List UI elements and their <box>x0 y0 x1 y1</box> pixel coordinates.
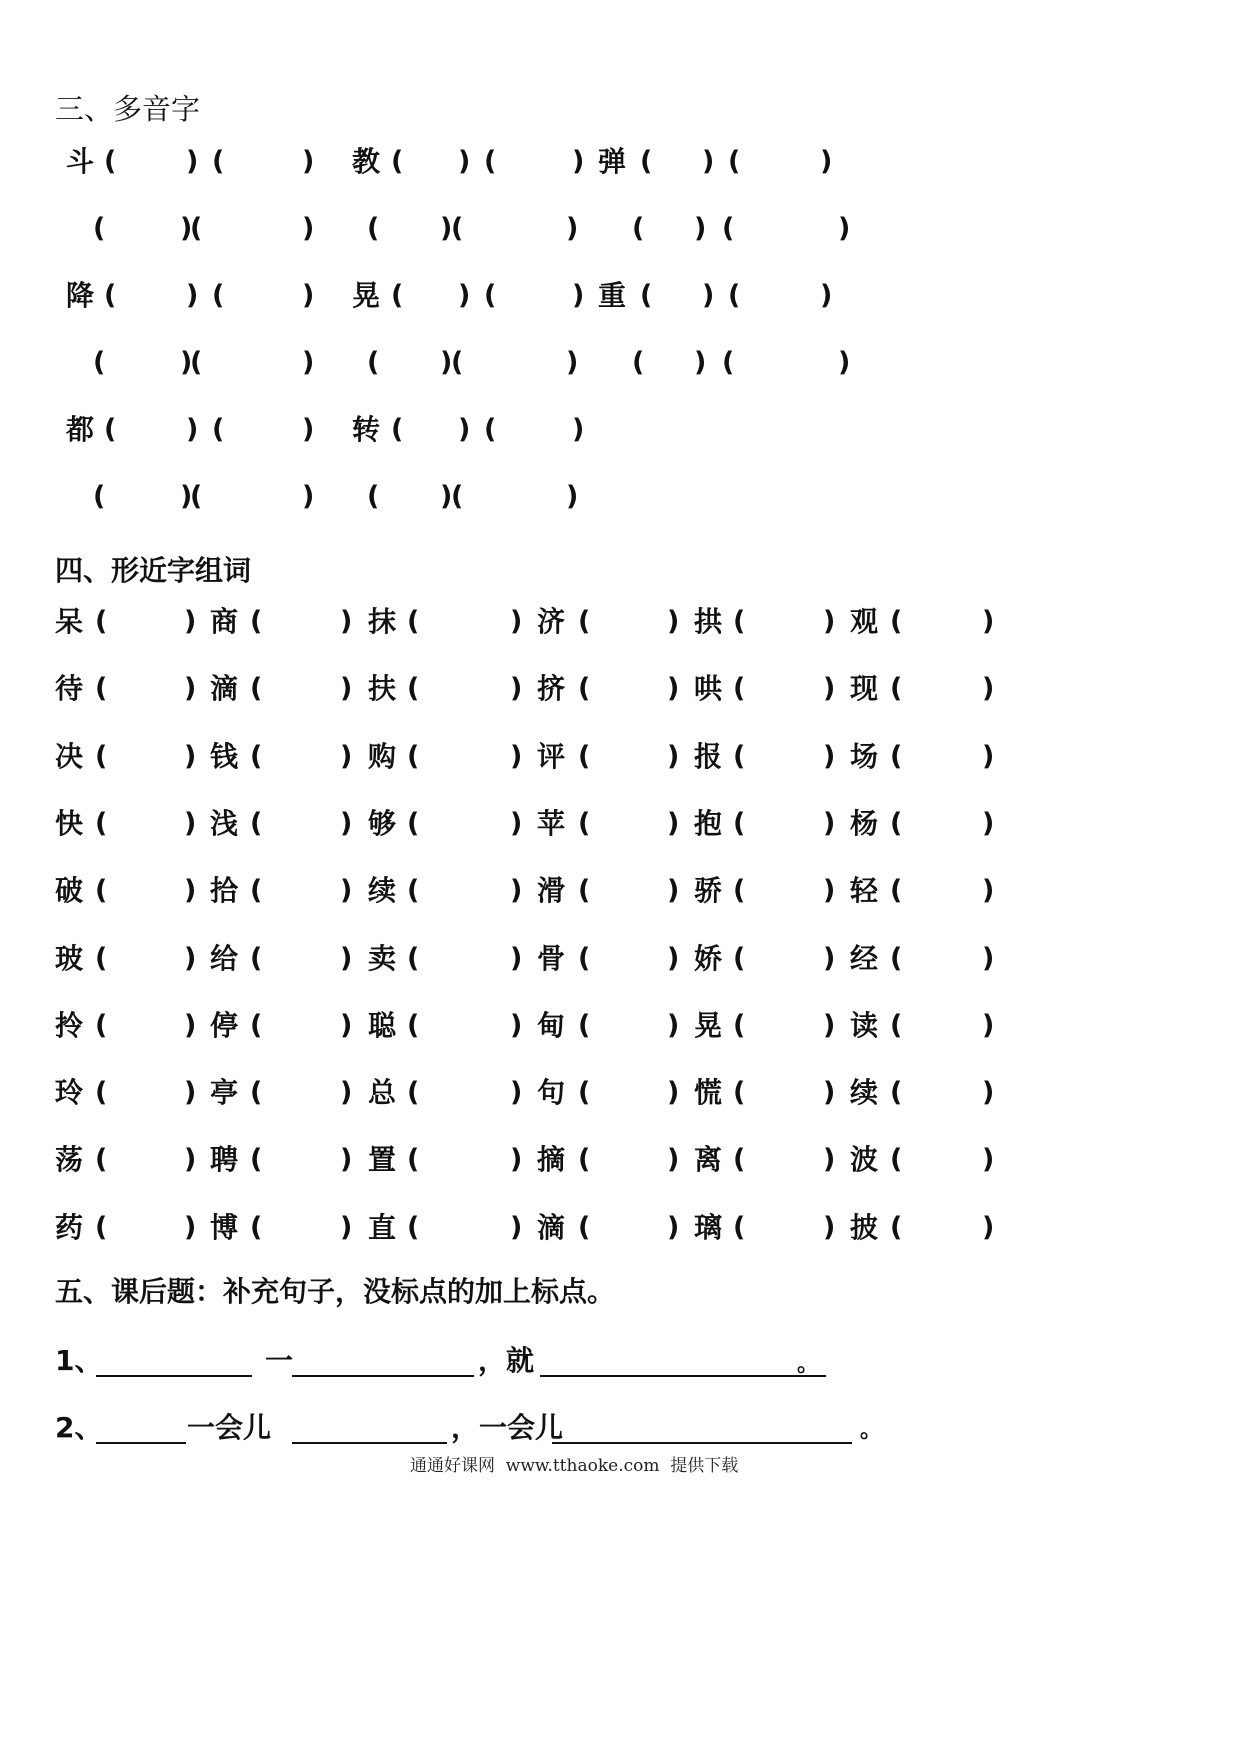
answer-paren-close[interactable]: ) <box>184 606 197 637</box>
answer-paren-open[interactable]: ( <box>104 414 117 445</box>
answer-paren-open[interactable]: ( <box>484 414 497 445</box>
answer-paren-open[interactable]: ( <box>407 1144 420 1175</box>
answer-paren-open[interactable]: ( <box>733 1077 746 1108</box>
answer-paren-close[interactable]: ) <box>340 875 353 906</box>
answer-paren-close[interactable]: ) <box>667 673 680 704</box>
grid-char: 浅 <box>210 807 239 840</box>
grid-char: 续 <box>850 1076 879 1109</box>
grid-char: 置 <box>368 1143 397 1176</box>
answer-paren-open[interactable]: ( <box>95 741 108 772</box>
sentence-2-blank-2[interactable] <box>292 1442 447 1444</box>
answer-paren-close[interactable]: ) <box>340 808 353 839</box>
answer-paren-close[interactable]: ) <box>184 673 197 704</box>
answer-paren-open[interactable]: ( <box>250 606 263 637</box>
answer-paren-open[interactable]: ( <box>578 1212 591 1243</box>
answer-paren-close[interactable]: ) <box>340 673 353 704</box>
answer-paren-open[interactable]: ( <box>890 875 903 906</box>
answer-paren-close[interactable]: ) <box>302 213 315 244</box>
answer-paren-open[interactable]: ( <box>367 347 380 378</box>
grid-char: 哄 <box>694 672 723 705</box>
grid-char: 报 <box>694 740 723 773</box>
grid-char: 慌 <box>694 1076 723 1109</box>
answer-paren-open[interactable]: ( <box>578 741 591 772</box>
answer-paren-close[interactable]: ) <box>302 347 315 378</box>
answer-paren-open[interactable]: ( <box>451 213 464 244</box>
answer-paren-close[interactable]: ) <box>566 213 579 244</box>
grid-char: 离 <box>694 1143 723 1176</box>
grid-char: 博 <box>210 1211 239 1244</box>
answer-paren-open[interactable]: ( <box>733 741 746 772</box>
answer-paren-open[interactable]: ( <box>367 213 380 244</box>
answer-paren-close[interactable]: ) <box>510 606 523 637</box>
grid-char: 决 <box>55 740 84 773</box>
grid-char: 读 <box>850 1009 879 1042</box>
sentence-2-number: 2、 <box>55 1411 103 1444</box>
answer-paren-close[interactable]: ) <box>823 1212 836 1243</box>
answer-paren-open[interactable]: ( <box>190 213 203 244</box>
answer-paren-open[interactable]: ( <box>890 606 903 637</box>
answer-paren-open[interactable]: ( <box>407 673 420 704</box>
answer-paren-close[interactable]: ) <box>510 1077 523 1108</box>
grid-char: 扶 <box>368 672 397 705</box>
answer-paren-open[interactable]: ( <box>407 1010 420 1041</box>
answer-paren-open[interactable]: ( <box>451 481 464 512</box>
answer-paren-close[interactable]: ) <box>510 673 523 704</box>
answer-paren-close[interactable]: ) <box>458 146 471 177</box>
sentence-1-end: 。 <box>797 1352 820 1377</box>
answer-paren-close[interactable]: ) <box>572 146 585 177</box>
answer-paren-open[interactable]: ( <box>95 673 108 704</box>
answer-paren-open[interactable]: ( <box>890 1144 903 1175</box>
answer-paren-close[interactable]: ) <box>667 1010 680 1041</box>
answer-paren-close[interactable]: ) <box>838 347 851 378</box>
grid-char: 直 <box>368 1211 397 1244</box>
section-title-sentences: 五、课后题：补充句子，没标点的加上标点。 <box>55 1275 616 1308</box>
answer-paren-close[interactable]: ) <box>823 673 836 704</box>
grid-char: 摘 <box>537 1143 566 1176</box>
sentence-2-end: 。 <box>860 1418 883 1443</box>
answer-paren-close[interactable]: ) <box>823 741 836 772</box>
answer-paren-open[interactable]: ( <box>93 481 106 512</box>
answer-paren-close[interactable]: ) <box>510 1144 523 1175</box>
grid-char: 句 <box>537 1076 566 1109</box>
answer-paren-open[interactable]: ( <box>407 1077 420 1108</box>
answer-paren-open[interactable]: ( <box>95 943 108 974</box>
grid-char: 杨 <box>850 807 879 840</box>
grid-char: 续 <box>368 874 397 907</box>
answer-paren-open[interactable]: ( <box>578 1144 591 1175</box>
answer-paren-close[interactable]: ) <box>184 1010 197 1041</box>
answer-paren-close[interactable]: ) <box>340 741 353 772</box>
answer-paren-open[interactable]: ( <box>890 1212 903 1243</box>
answer-paren-close[interactable]: ) <box>180 347 193 378</box>
grid-char: 苹 <box>537 807 566 840</box>
grid-char: 晃 <box>694 1009 723 1042</box>
grid-char: 骨 <box>537 942 566 975</box>
answer-paren-close[interactable]: ) <box>340 1010 353 1041</box>
grid-char: 波 <box>850 1143 879 1176</box>
answer-paren-open[interactable]: ( <box>733 875 746 906</box>
answer-paren-close[interactable]: ) <box>982 1010 995 1041</box>
answer-paren-open[interactable]: ( <box>212 280 225 311</box>
answer-paren-close[interactable]: ) <box>184 1212 197 1243</box>
answer-paren-open[interactable]: ( <box>250 1010 263 1041</box>
answer-paren-open[interactable]: ( <box>632 213 645 244</box>
answer-paren-close[interactable]: ) <box>823 1010 836 1041</box>
grid-char: 破 <box>55 874 84 907</box>
answer-paren-open[interactable]: ( <box>728 280 741 311</box>
answer-paren-open[interactable]: ( <box>391 146 404 177</box>
answer-paren-open[interactable]: ( <box>640 280 653 311</box>
answer-paren-close[interactable]: ) <box>302 414 315 445</box>
answer-paren-open[interactable]: ( <box>578 808 591 839</box>
grid-char: 轻 <box>850 874 879 907</box>
grid-char: 滴 <box>210 672 239 705</box>
answer-paren-close[interactable]: ) <box>667 943 680 974</box>
answer-paren-close[interactable]: ) <box>667 1077 680 1108</box>
answer-paren-open[interactable]: ( <box>407 1212 420 1243</box>
sentence-2-blank-1[interactable] <box>96 1442 186 1444</box>
answer-paren-open[interactable]: ( <box>250 673 263 704</box>
answer-paren-open[interactable]: ( <box>212 146 225 177</box>
grid-char: 拾 <box>210 874 239 907</box>
answer-paren-close[interactable]: ) <box>982 673 995 704</box>
answer-paren-close[interactable]: ) <box>694 213 707 244</box>
answer-paren-close[interactable]: ) <box>823 943 836 974</box>
answer-paren-open[interactable]: ( <box>407 943 420 974</box>
answer-paren-open[interactable]: ( <box>190 481 203 512</box>
answer-paren-open[interactable]: ( <box>890 808 903 839</box>
grid-char: 滴 <box>537 1211 566 1244</box>
answer-paren-close[interactable]: ) <box>823 808 836 839</box>
answer-paren-open[interactable]: ( <box>733 1212 746 1243</box>
answer-paren-open[interactable]: ( <box>578 943 591 974</box>
answer-paren-close[interactable]: ) <box>510 1010 523 1041</box>
answer-paren-close[interactable]: ) <box>667 875 680 906</box>
answer-paren-open[interactable]: ( <box>250 1144 263 1175</box>
grid-char: 商 <box>210 605 239 638</box>
answer-paren-close[interactable]: ) <box>440 347 453 378</box>
grid-char: 聪 <box>368 1009 397 1042</box>
answer-paren-close[interactable]: ) <box>694 347 707 378</box>
answer-paren-open[interactable]: ( <box>104 280 117 311</box>
answer-paren-open[interactable]: ( <box>407 606 420 637</box>
polyphone-char: 转 <box>352 413 381 446</box>
answer-paren-close[interactable]: ) <box>982 1144 995 1175</box>
answer-paren-close[interactable]: ) <box>184 741 197 772</box>
grid-char: 挤 <box>537 672 566 705</box>
grid-char: 亭 <box>210 1076 239 1109</box>
answer-paren-open[interactable]: ( <box>733 1010 746 1041</box>
grid-char: 钱 <box>210 740 239 773</box>
answer-paren-close[interactable]: ) <box>180 213 193 244</box>
answer-paren-open[interactable]: ( <box>728 146 741 177</box>
answer-paren-close[interactable]: ) <box>820 146 833 177</box>
answer-paren-open[interactable]: ( <box>391 280 404 311</box>
answer-paren-open[interactable]: ( <box>578 1010 591 1041</box>
answer-paren-open[interactable]: ( <box>367 481 380 512</box>
answer-paren-close[interactable]: ) <box>702 146 715 177</box>
answer-paren-close[interactable]: ) <box>667 1144 680 1175</box>
answer-paren-close[interactable]: ) <box>982 606 995 637</box>
sentence-1-number: 1、 <box>55 1344 103 1377</box>
answer-paren-close[interactable]: ) <box>823 1077 836 1108</box>
grid-char: 玻 <box>55 942 84 975</box>
sentence-2-word: 一会儿 <box>187 1411 272 1444</box>
answer-paren-open[interactable]: ( <box>733 673 746 704</box>
answer-paren-close[interactable]: ) <box>186 280 199 311</box>
answer-paren-open[interactable]: ( <box>95 1144 108 1175</box>
grid-char: 药 <box>55 1211 84 1244</box>
grid-char: 总 <box>368 1076 397 1109</box>
answer-paren-close[interactable]: ) <box>667 1212 680 1243</box>
answer-paren-close[interactable]: ) <box>667 808 680 839</box>
answer-paren-open[interactable]: ( <box>733 1144 746 1175</box>
answer-paren-close[interactable]: ) <box>572 280 585 311</box>
answer-paren-open[interactable]: ( <box>250 943 263 974</box>
answer-paren-open[interactable]: ( <box>250 741 263 772</box>
grid-char: 够 <box>368 807 397 840</box>
answer-paren-close[interactable]: ) <box>186 414 199 445</box>
grid-char: 滑 <box>537 874 566 907</box>
polyphone-char: 都 <box>66 413 95 446</box>
answer-paren-open[interactable]: ( <box>104 146 117 177</box>
answer-paren-close[interactable]: ) <box>184 1077 197 1108</box>
grid-char: 快 <box>55 807 84 840</box>
answer-paren-open[interactable]: ( <box>578 1077 591 1108</box>
answer-paren-close[interactable]: ) <box>820 280 833 311</box>
answer-paren-open[interactable]: ( <box>632 347 645 378</box>
answer-paren-open[interactable]: ( <box>95 875 108 906</box>
polyphone-char: 斗 <box>66 145 95 178</box>
grid-char: 经 <box>850 942 879 975</box>
answer-paren-open[interactable]: ( <box>722 213 735 244</box>
answer-paren-open[interactable]: ( <box>95 808 108 839</box>
answer-paren-open[interactable]: ( <box>250 875 263 906</box>
answer-paren-open[interactable]: ( <box>578 606 591 637</box>
answer-paren-open[interactable]: ( <box>95 1077 108 1108</box>
answer-paren-open[interactable]: ( <box>733 606 746 637</box>
answer-paren-close[interactable]: ) <box>184 1144 197 1175</box>
answer-paren-open[interactable]: ( <box>407 741 420 772</box>
answer-paren-close[interactable]: ) <box>823 875 836 906</box>
page-footer: 通通好课网 www.tthaoke.com 提供下载 <box>410 1456 739 1476</box>
answer-paren-open[interactable]: ( <box>722 347 735 378</box>
grid-char: 呆 <box>55 605 84 638</box>
answer-paren-close[interactable]: ) <box>838 213 851 244</box>
answer-paren-open[interactable]: ( <box>93 213 106 244</box>
answer-paren-close[interactable]: ) <box>667 741 680 772</box>
answer-paren-open[interactable]: ( <box>578 673 591 704</box>
answer-paren-close[interactable]: ) <box>458 280 471 311</box>
answer-paren-close[interactable]: ) <box>340 606 353 637</box>
answer-paren-close[interactable]: ) <box>982 943 995 974</box>
answer-paren-open[interactable]: ( <box>640 146 653 177</box>
grid-char: 观 <box>850 605 879 638</box>
answer-paren-open[interactable]: ( <box>95 1212 108 1243</box>
grid-char: 甸 <box>537 1009 566 1042</box>
answer-paren-close[interactable]: ) <box>572 414 585 445</box>
answer-paren-close[interactable]: ) <box>510 875 523 906</box>
answer-paren-open[interactable]: ( <box>95 1010 108 1041</box>
section-title-polyphone: 三、多音字 <box>55 92 201 126</box>
grid-char: 荡 <box>55 1143 84 1176</box>
answer-paren-open[interactable]: ( <box>250 1077 263 1108</box>
answer-paren-open[interactable]: ( <box>733 808 746 839</box>
answer-paren-close[interactable]: ) <box>982 808 995 839</box>
answer-paren-close[interactable]: ) <box>340 1077 353 1108</box>
answer-paren-close[interactable]: ) <box>566 347 579 378</box>
grid-char: 披 <box>850 1211 879 1244</box>
answer-paren-close[interactable]: ) <box>440 481 453 512</box>
polyphone-char: 晃 <box>352 279 381 312</box>
answer-paren-open[interactable]: ( <box>407 808 420 839</box>
grid-char: 抹 <box>368 605 397 638</box>
answer-paren-close[interactable]: ) <box>510 943 523 974</box>
answer-paren-close[interactable]: ) <box>458 414 471 445</box>
answer-paren-close[interactable]: ) <box>186 146 199 177</box>
answer-paren-open[interactable]: ( <box>250 1212 263 1243</box>
answer-paren-open[interactable]: ( <box>890 1010 903 1041</box>
polyphone-char: 教 <box>352 145 381 178</box>
answer-paren-close[interactable]: ) <box>982 1212 995 1243</box>
answer-paren-open[interactable]: ( <box>212 414 225 445</box>
answer-paren-open[interactable]: ( <box>93 347 106 378</box>
grid-char: 聘 <box>210 1143 239 1176</box>
grid-char: 现 <box>850 672 879 705</box>
grid-char: 评 <box>537 740 566 773</box>
answer-paren-close[interactable]: ) <box>667 606 680 637</box>
answer-paren-open[interactable]: ( <box>890 741 903 772</box>
answer-paren-close[interactable]: ) <box>702 280 715 311</box>
answer-paren-open[interactable]: ( <box>250 808 263 839</box>
answer-paren-open[interactable]: ( <box>890 943 903 974</box>
grid-char: 玲 <box>55 1076 84 1109</box>
grid-char: 济 <box>537 605 566 638</box>
answer-paren-close[interactable]: ) <box>510 808 523 839</box>
grid-char: 娇 <box>694 942 723 975</box>
grid-char: 给 <box>210 942 239 975</box>
answer-paren-close[interactable]: ) <box>823 606 836 637</box>
answer-paren-close[interactable]: ) <box>340 1144 353 1175</box>
answer-paren-open[interactable]: ( <box>190 347 203 378</box>
answer-paren-open[interactable]: ( <box>890 673 903 704</box>
answer-paren-close[interactable]: ) <box>184 875 197 906</box>
sentence-1-blank-3[interactable] <box>540 1375 826 1377</box>
answer-paren-close[interactable]: ) <box>823 1144 836 1175</box>
answer-paren-close[interactable]: ) <box>302 146 315 177</box>
answer-paren-close[interactable]: ) <box>340 943 353 974</box>
answer-paren-open[interactable]: ( <box>451 347 464 378</box>
answer-paren-open[interactable]: ( <box>95 606 108 637</box>
answer-paren-close[interactable]: ) <box>566 481 579 512</box>
grid-char: 抱 <box>694 807 723 840</box>
answer-paren-close[interactable]: ) <box>340 1212 353 1243</box>
grid-char: 停 <box>210 1009 239 1042</box>
sentence-2-blank-3[interactable] <box>552 1442 852 1444</box>
answer-paren-close[interactable]: ) <box>184 943 197 974</box>
grid-char: 骄 <box>694 874 723 907</box>
answer-paren-close[interactable]: ) <box>510 741 523 772</box>
sentence-1-blank-2[interactable] <box>292 1375 474 1377</box>
polyphone-char: 重 <box>598 279 627 312</box>
sentence-1-word: 一 <box>265 1344 294 1377</box>
grid-char: 待 <box>55 672 84 705</box>
sentence-1-blank-1[interactable] <box>96 1375 252 1377</box>
answer-paren-open[interactable]: ( <box>484 280 497 311</box>
answer-paren-open[interactable]: ( <box>391 414 404 445</box>
answer-paren-open[interactable]: ( <box>484 146 497 177</box>
answer-paren-close[interactable]: ) <box>302 481 315 512</box>
answer-paren-close[interactable]: ) <box>982 1077 995 1108</box>
answer-paren-open[interactable]: ( <box>890 1077 903 1108</box>
grid-char: 拎 <box>55 1009 84 1042</box>
answer-paren-open[interactable]: ( <box>407 875 420 906</box>
answer-paren-close[interactable]: ) <box>440 213 453 244</box>
polyphone-char: 弹 <box>598 145 627 178</box>
grid-char: 拱 <box>694 605 723 638</box>
polyphone-char: 降 <box>66 279 95 312</box>
grid-char: 璃 <box>694 1211 723 1244</box>
grid-char: 卖 <box>368 942 397 975</box>
answer-paren-close[interactable]: ) <box>982 741 995 772</box>
section-title-similar: 四、形近字组词 <box>55 554 252 587</box>
grid-char: 场 <box>850 740 879 773</box>
answer-paren-close[interactable]: ) <box>982 875 995 906</box>
answer-paren-open[interactable]: ( <box>578 875 591 906</box>
answer-paren-open[interactable]: ( <box>733 943 746 974</box>
grid-char: 购 <box>368 740 397 773</box>
answer-paren-close[interactable]: ) <box>184 808 197 839</box>
sentence-2-connector: ，一会儿 <box>451 1411 564 1444</box>
sentence-1-connector: ，就 <box>478 1344 535 1377</box>
answer-paren-close[interactable]: ) <box>180 481 193 512</box>
answer-paren-close[interactable]: ) <box>302 280 315 311</box>
answer-paren-close[interactable]: ) <box>510 1212 523 1243</box>
